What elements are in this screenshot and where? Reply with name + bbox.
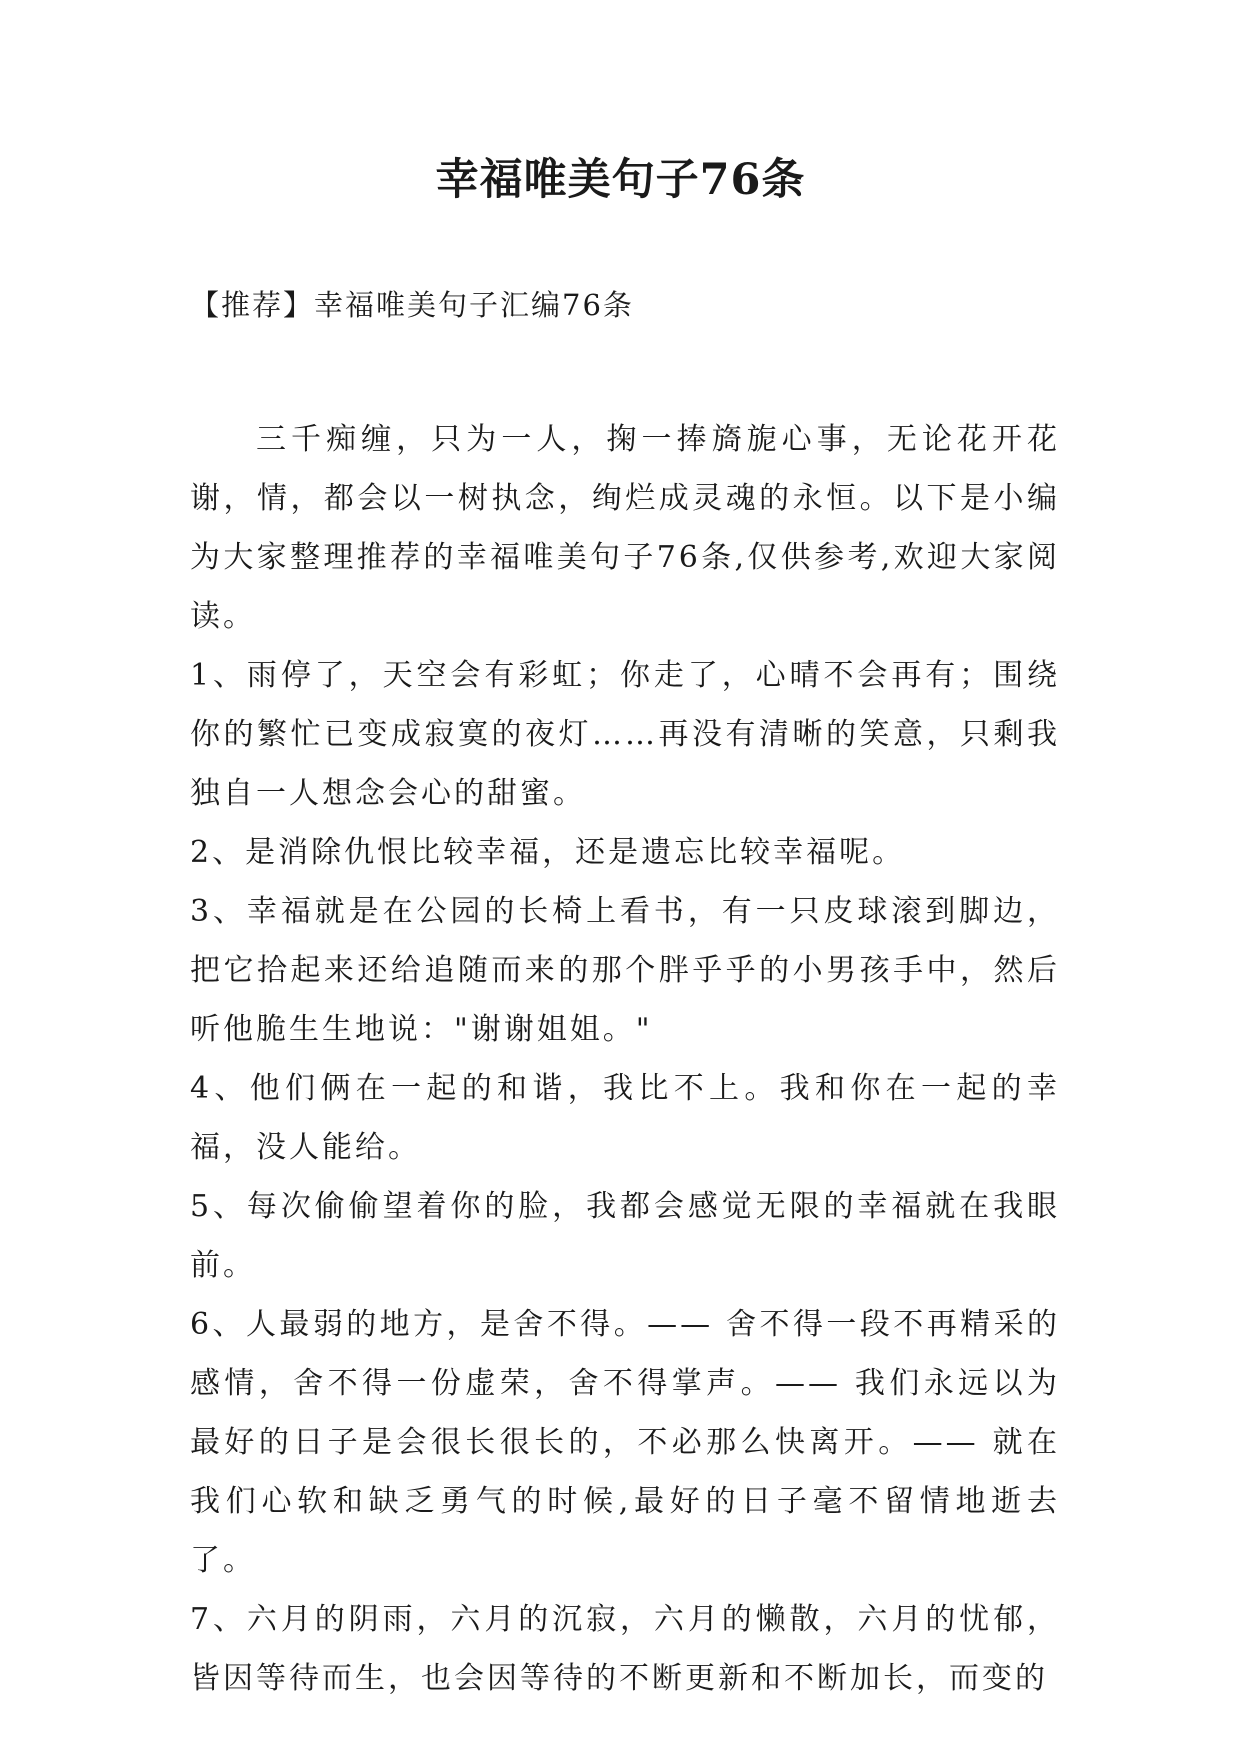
document-subtitle: 【推荐】幸福唯美句子汇编76条 — [190, 288, 634, 322]
sentence-item-3: 3、幸福就是在公园的长椅上看书，有一只皮球滚到脚边，把它拾起来还给追随而来的那个胖乎乎的小男孩手中，然后听他脆生生地说："谢谢姐姐。" — [190, 894, 1060, 1047]
sentence-item-5: 5、每次偷偷望着你的脸，我都会感觉无限的幸福就在我眼前。 — [190, 1189, 1060, 1283]
sentence-item-7: 7、六月的阴雨，六月的沉寂，六月的懒散，六月的忧郁，皆因等待而生，也会因等待的不断更新和不断加长，而变的 — [190, 1602, 1060, 1696]
intro-paragraph: 三千痴缠，只为一人，掬一捧旖旎心事，无论花开花谢，情，都会以一树执念，绚烂成灵魂的永恒。以下是小编为大家整理推荐的幸福唯美句子76条,仅供参考,欢迎大家阅读。 — [190, 422, 1060, 634]
sentence-item-2: 2、是消除仇恨比较幸福，还是遗忘比较幸福呢。 — [190, 835, 906, 870]
document-body — [190, 410, 1060, 1708]
sentence-item-4: 4、他们俩在一起的和谐，我比不上。我和你在一起的幸福，没人能给。 — [190, 1071, 1060, 1165]
sentence-item-1: 1、雨停了，天空会有彩虹；你走了，心晴不会再有；围绕你的繁忙已变成寂寞的夜灯……再没有清晰的笑意，只剩我独自一人想念会心的甜蜜。 — [190, 658, 1060, 811]
document-title: 幸福唯美句子76条 — [435, 155, 806, 205]
sentence-item-6: 6、人最弱的地方，是舍不得。—— 舍不得一段不再精采的感情，舍不得一份虚荣，舍不得掌声。—— 我们永远以为最好的日子是会很长很长的，不必那么快离开。—— 就在我们心软和缺乏勇气的时候,最好的日子毫不留情地逝去了。 — [190, 1307, 1060, 1578]
